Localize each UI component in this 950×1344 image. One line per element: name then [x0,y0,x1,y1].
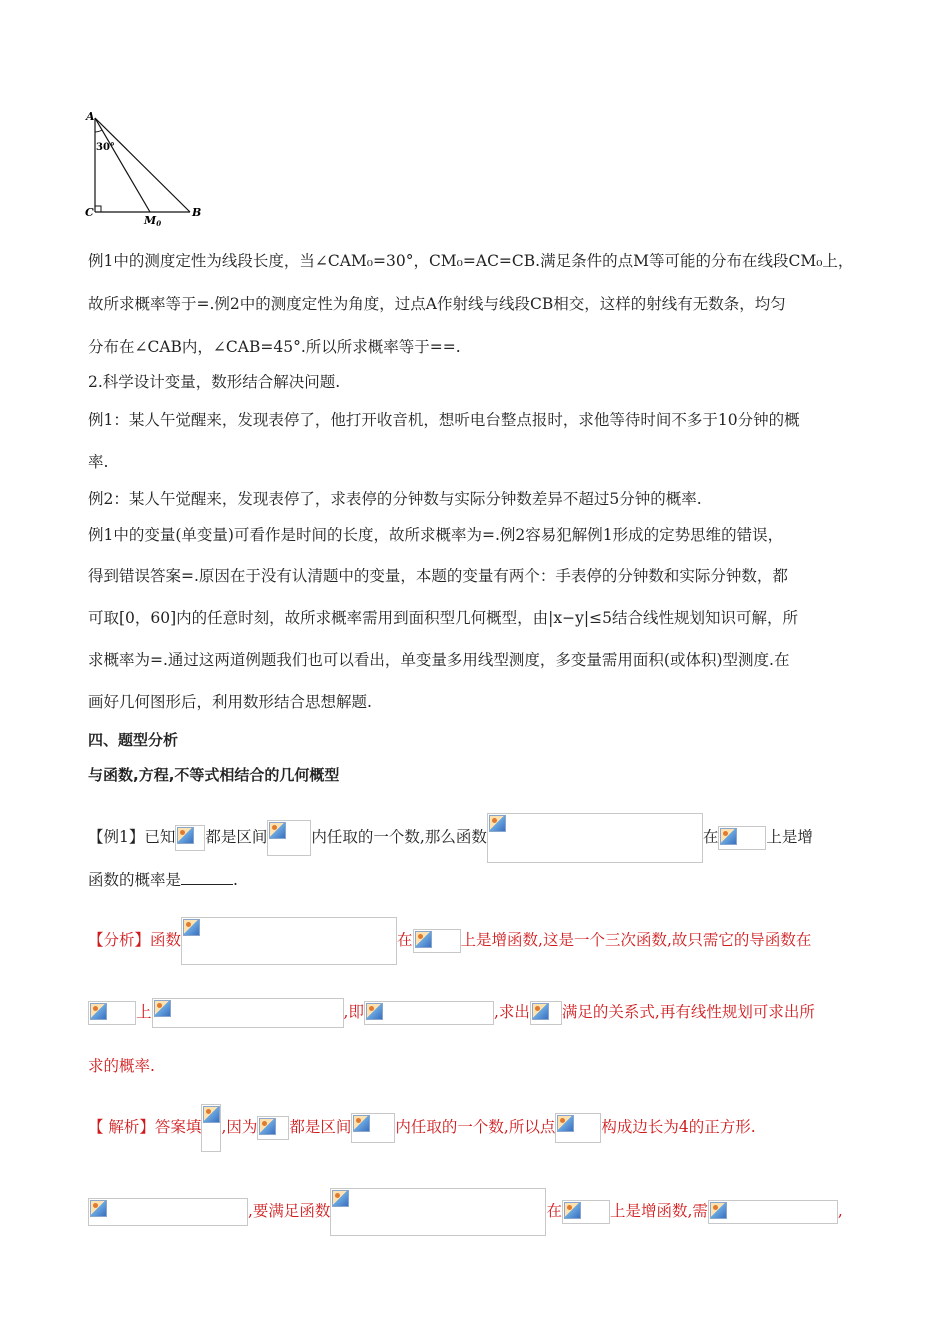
analysis-text-6: ,求出 [493,1003,530,1021]
solution-text-7: 在 [546,1202,562,1220]
para1-line2: 故所求概率等于=.例2中的测度定性为角度，过点A作射线与线段CB相交，这样的射线有无数条，均匀 [88,295,786,313]
analysis-line3: 求的概率. [88,1057,155,1075]
label-c: C [85,206,94,219]
section4-title: 四、题型分析 [88,731,179,749]
formula-image-placeholder [88,1198,248,1226]
right-angle-mark [95,206,101,212]
analysis-text-7: 满足的关系式,再有线性规划可求出所 [561,1003,815,1021]
solution-line2 [88,1188,843,1236]
broken-image-icon [353,1115,370,1132]
angle-arc [95,130,102,132]
broken-image-icon [332,1190,349,1207]
broken-image-icon [259,1118,276,1135]
broken-image-icon [177,827,194,844]
label-b: B [192,206,202,219]
formula-image-placeholder [175,825,205,851]
formula-image-placeholder [530,1001,562,1025]
broken-image-icon [489,815,506,832]
example1-line1: 例1：某人午觉醒来，发现表停了，他打开收音机，想听电台整点报时，求他等待时间不多于10分钟的概 [88,411,800,429]
solution-text-3: 都是区间 [289,1118,352,1136]
subsection-title: 与函数,方程,不等式相结合的几何概型 [88,766,340,784]
broken-image-icon [710,1202,727,1219]
question1-line1 [88,813,813,863]
broken-image-icon [203,1106,220,1123]
solution-text-2: ,因为 [221,1118,258,1136]
formula-image-placeholder [364,1001,494,1025]
formula-image-placeholder [257,1116,289,1140]
question1-text-3: 内任取的一个数,那么函数 [311,828,487,846]
broken-image-icon [557,1115,574,1132]
para2-line2: 得到错误答案=.原因在于没有认清题中的变量，本题的变量有两个：手表停的分钟数和实际分钟数，都 [88,567,788,585]
broken-image-icon [720,828,737,845]
broken-image-icon [90,1003,107,1020]
formula-image-placeholder [88,1001,136,1025]
solution-text-8: 上是增函数,需 [609,1202,708,1220]
example1-line2: 率. [88,453,109,471]
broken-image-icon [183,919,200,936]
solution-text-9: , [837,1202,843,1220]
solution-text-4: 内任取的一个数,所以点 [395,1118,556,1136]
example2-line: 例2：某人午觉醒来，发现表停了，求表停的分钟数与实际分钟数差异不超过5分钟的概率. [88,490,702,508]
para2-line1: 例1中的变量(单变量)可看作是时间的长度，故所求概率为=.例2容易犯解例1形成的定势思维的错误， [88,526,784,544]
formula-image-placeholder [718,826,766,850]
analysis-text-4: 上 [136,1003,152,1021]
question1-text-4: 在 [702,828,719,846]
analysis-text-3: 上是增函数,这是一个三次函数,故只需它的导函数在 [460,931,812,949]
formula-image-placeholder [201,1104,221,1152]
broken-image-icon [564,1202,581,1219]
side-ab [95,118,190,212]
formula-image-placeholder [330,1188,546,1236]
formula-image-placeholder [413,929,461,953]
question1-text-1: 【例1】已知 [88,828,176,846]
formula-image-placeholder [708,1200,838,1224]
answer-blank [181,870,233,885]
formula-image-placeholder [562,1200,610,1224]
solution-text-6: ,要满足函数 [248,1202,331,1220]
label-angle: 30° [96,142,115,153]
analysis-text-2: 在 [397,931,413,949]
para1-line3: 分布在∠CAB内，∠CAB=45°.所以所求概率等于==. [88,338,461,356]
solution-text-5: 构成边长为4的正方形. [601,1118,756,1136]
question1-text-5: 上是增 [766,828,813,846]
analysis-line2 [88,998,815,1028]
solution-text-1: 【 解析】答案填 [88,1118,202,1136]
para1-line1: 例1中的测度定性为线段长度，当∠CAM₀=30°，CM₀=AC=CB.满足条件的点M等可能的分布在线段CM₀上， [88,252,854,270]
analysis-text-1: 【分析】函数 [88,931,182,949]
formula-image-placeholder [555,1113,601,1143]
broken-image-icon [366,1003,383,1020]
solution-line1 [88,1104,756,1152]
question1-text-7: . [233,871,238,889]
formula-image-placeholder [267,820,311,856]
label-a: A [86,110,95,123]
formula-image-placeholder [152,998,344,1028]
formula-image-placeholder [487,813,703,863]
label-m0: M0 [144,214,162,226]
broken-image-icon [532,1003,549,1020]
broken-image-icon [269,822,286,839]
para2-line4: 求概率为=.通过这两道例题我们也可以看出，单变量多用线型测度，多变量需用面积(或体积)型测度.在 [88,651,790,669]
formula-image-placeholder [351,1113,395,1143]
triangle-figure [84,108,214,226]
broken-image-icon [90,1200,107,1217]
question1-line2 [88,870,238,890]
broken-image-icon [415,931,432,948]
para2-line3: 可取[0，60]内的任意时刻，故所求概率需用到面积型几何概型，由|x−y|≤5结合线性规划知识可解，所 [88,609,798,627]
analysis-text-5: ,即 [343,1003,364,1021]
question1-text-2: 都是区间 [205,828,268,846]
formula-image-placeholder [181,917,397,965]
question1-text-6: 函数的概率是 [88,871,182,889]
broken-image-icon [154,1000,171,1017]
section2-title: 2.科学设计变量，数形结合解决问题. [88,373,341,391]
para2-line5: 画好几何图形后，利用数形结合思想解题. [88,693,372,711]
analysis-line1 [88,917,811,965]
